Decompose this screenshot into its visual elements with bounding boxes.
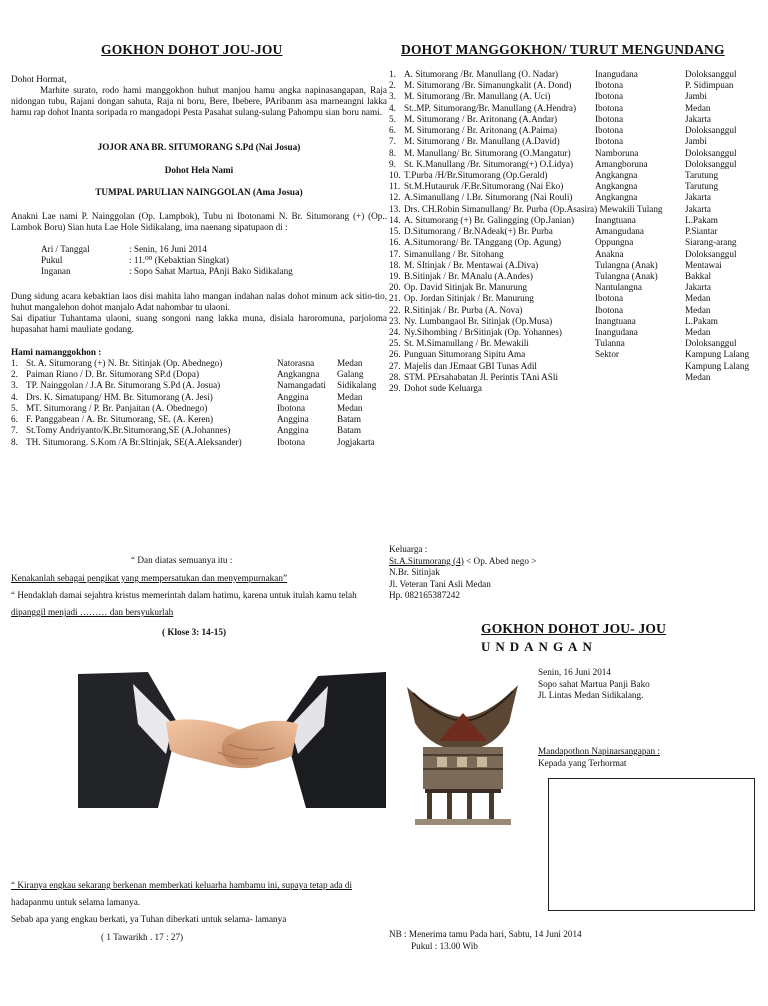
invitee-name: M. Manullang/ Br. Situmorang (O.Mangatur) <box>404 147 571 158</box>
invitee-no: 24. <box>389 327 401 338</box>
host-name: St.Tomy Andriyanto/K.Br.Situmorang,SE (A.Johannes) <box>26 425 231 436</box>
invitee-city: Medan <box>685 327 711 338</box>
verse2-line3: Sebab apa yang engkau berkati, ya Tuhan diberkati untuk selama- lamanya <box>11 914 287 924</box>
invitee-row <box>389 260 767 271</box>
invitee-row <box>389 226 767 237</box>
invitee-no: 7. <box>389 136 396 147</box>
invitee-rel: Angkangna <box>595 192 638 203</box>
handshake-image <box>78 664 386 808</box>
invitee-row <box>389 215 767 226</box>
verse1-line1: “ Dan diatas semuanya itu : <box>131 555 233 565</box>
invitee-city: Jambi <box>685 91 707 102</box>
invitee-city: Doloksanggul <box>685 338 737 349</box>
invitee-no: 26. <box>389 349 401 360</box>
keluarga-name-suffix: < Op. Abed nego > <box>463 555 537 566</box>
invitee-name: A. Situmorang /Br. Manullang (O. Nadar) <box>404 69 559 79</box>
invitee-rel: Ibotona <box>595 102 624 113</box>
invitee-rel: Oppungna <box>595 237 634 248</box>
schedule-row <box>41 244 381 255</box>
invitee-row <box>389 237 767 248</box>
invitee-city: Bakkal <box>685 270 712 281</box>
host-rel: Namangadati <box>277 380 326 391</box>
invitee-city: Kampung Lalang <box>685 360 750 371</box>
host-rel: Ibotona <box>277 436 306 447</box>
host-city: Medan <box>337 391 363 402</box>
host-rel: Anggina <box>277 391 309 402</box>
invitee-no: 13. <box>389 203 401 214</box>
keluarga-label: Keluarga : <box>389 544 428 554</box>
mandapothon-label: Mandapothon Napinarsangapan : <box>538 746 660 756</box>
invitee-name: STM. PErsahabatan Jl. Perintis TAni ASli <box>404 371 559 382</box>
invitee-city: P. Sidimpuan <box>685 80 734 91</box>
invitee-city: Medan <box>685 304 711 315</box>
invitee-row <box>389 316 767 327</box>
invitee-row <box>389 383 767 394</box>
verse1-line4: dipanggil menjadi ……… dan bersyukurlah <box>11 607 174 617</box>
invitee-city: Doloksanggul <box>685 147 737 158</box>
invitee-name: St. M.Simanullang / Br. Mewakili <box>404 338 529 349</box>
invitee-rel: Amangboruna <box>595 158 648 169</box>
invitee-name: Op. Jordan Sitinjak / Br. Manurung <box>404 293 534 304</box>
invitee-no: 23. <box>389 315 401 326</box>
invitee-name: M. Situmorang / Br. Aritonang (A.Andar) <box>404 113 558 124</box>
verse2-line2: hadapanmu untuk selama lamanya. <box>11 897 141 907</box>
right-title: DOHOT MANGGOKHON/ TURUT MENGUNDANG <box>401 42 725 57</box>
host-row <box>11 358 391 369</box>
invitee-rel: Sektor <box>595 349 619 360</box>
invitee-no: 9. <box>389 158 396 169</box>
invitee-name: Simanullang / Br. Sitohang <box>404 248 504 259</box>
keluarga-name-line <box>389 556 536 568</box>
host-no: 1. <box>11 358 18 368</box>
host-name: MT. Situmorang / P. Br. Panjaitan (A. Obednego) <box>26 402 208 413</box>
host-city: Medan <box>337 402 363 413</box>
invitee-rel: Ibotona <box>595 125 624 136</box>
host-name: TP. Nainggolan / J.A Br. Situmorang S.Pd (A. Josua) <box>26 380 221 391</box>
invitee-rel: Tulanna <box>595 338 625 349</box>
invitee-name: St.M.Hutauruk /F.Br.Situmorang (Nai Eko) <box>404 181 564 192</box>
schedule-row <box>41 255 381 266</box>
invitee-rel: Tulangna (Anak) <box>595 259 658 270</box>
invitee-row <box>389 282 767 293</box>
host-no: 7. <box>11 425 18 436</box>
invitee-rel: Nantulangna <box>595 282 642 293</box>
invitee-row <box>389 192 767 203</box>
invitee-no: 29. <box>389 383 401 394</box>
hosts-title: Hami namanggokhon : <box>11 347 102 357</box>
host-city: Batam <box>337 414 361 425</box>
invitee-city <box>685 383 765 394</box>
hosts-list <box>11 358 391 448</box>
invitee-rel: Inangudana <box>595 69 638 79</box>
invitee-name: Majelis dan JEmaat GBI Tunas Adil <box>404 360 537 371</box>
invitee-city: Mentawai <box>685 259 722 270</box>
invitee-rel: Angkangna <box>595 169 638 180</box>
invitee-name: St. K.Manullang /Br. Situmorang(+) O.Lidya) <box>404 158 574 169</box>
host-rel: Anggina <box>277 425 309 436</box>
keluarga-spouse: N.Br. Sitinjak <box>389 567 440 577</box>
invitee-no: 16. <box>389 237 401 248</box>
invitee-row <box>389 338 767 349</box>
invitee-no: 27. <box>389 360 401 371</box>
cover-place-1: Sopo sahat Martua Panji Bako <box>538 678 650 689</box>
cover-place-2: Jl. Lintas Medan Sidikalang. <box>538 690 644 700</box>
host-row <box>11 369 391 380</box>
host-row <box>11 437 391 448</box>
invitee-name: Op. David Sitinjak Br. Manurung <box>404 282 528 293</box>
invitee-city: Doloksanggul <box>685 125 737 136</box>
invitee-no: 4. <box>389 102 396 113</box>
invitee-name: M. Situmorang / Br. Manullang (A.David) <box>404 136 560 147</box>
invitee-no: 20. <box>389 282 401 293</box>
invitee-city: Tarutung <box>685 169 719 180</box>
invitee-rel: Tulangna (Anak) <box>595 270 658 281</box>
schedule <box>41 244 381 278</box>
invitee-row <box>389 159 767 170</box>
invitee-row <box>389 204 767 215</box>
invitee-row <box>389 361 767 372</box>
invitee-rel: Ibotona <box>595 80 624 91</box>
invitee-name: B.Sitinjak / Br. MAnalu (A.Andes) <box>404 270 533 281</box>
invitee-rel <box>595 383 685 394</box>
invitee-rel <box>595 361 685 372</box>
hela-label: Dohot Hela Nami <box>164 165 234 175</box>
host-row <box>11 392 391 403</box>
invitee-rel: Ibotona <box>595 136 624 147</box>
verse1-reference: ( Klose 3: 14-15) <box>162 627 227 637</box>
invitee-name: A.Simanullang / I.Br. Situmorang (Nai Rouli) <box>404 192 573 203</box>
invitee-row <box>389 327 767 338</box>
intro-paragraph: Marhite surato, rodo hami manggokhon huhut manjou hamu angka napinasangapan, Raja nidongan tubu, Rajani dongan sahuta, Raja ni boru, Bere, Ibebere, PAribanm asa marneangni lakka hamu rap dohot Inanta soripada ro mangadopi Pesta Pasahat sulang-sulang Pahompu sian boru nami. <box>11 85 387 118</box>
host-no: 2. <box>11 369 18 380</box>
cover-date: Senin, 16 Juni 2014 <box>538 667 611 677</box>
host-city: Medan <box>337 358 363 368</box>
invitee-name: Drs. CH.Robin Simanullang/ Br. Purba (Op.Asasira) Mewakili Tulang <box>404 203 663 214</box>
host-no: 5. <box>11 402 18 413</box>
invitee-row <box>389 114 767 125</box>
invitee-name: M. SItinjak / Br. Mentawai (A.Diva) <box>404 259 539 270</box>
invitee-row <box>389 271 767 282</box>
schedule-value: : 11.⁰⁰ (Kebaktian Singkat) <box>129 255 229 266</box>
host-rel: Ibotona <box>277 402 306 413</box>
invitee-rel: Ibotona <box>595 304 624 315</box>
invitee-row <box>389 103 767 114</box>
invitee-row <box>389 80 767 91</box>
invitee-name: Ny. Lumbangaol Br. Sitinjak (Op.Musa) <box>404 315 553 326</box>
bride-name: JOJOR ANA BR. SITUMORANG S.Pd (Nai Josua) <box>97 142 301 152</box>
invitee-no: 12. <box>389 192 401 203</box>
invitee-rel: Ibotona <box>595 113 624 124</box>
kepada-label: Kepada yang Terhormat <box>538 758 627 768</box>
host-row <box>11 425 391 436</box>
invitee-rel: Inangudana <box>595 327 638 338</box>
host-name: St. A. Situmorang (+) N. Br. Sitinjak (Op. Abednego) <box>26 358 223 368</box>
cover-subtitle: UNDANGAN <box>481 639 597 654</box>
invitee-city: Jakarta <box>685 203 712 214</box>
invitee-no: 6. <box>389 125 396 136</box>
invitee-no: 5. <box>389 113 396 124</box>
host-rel: Anggina <box>277 414 309 425</box>
invitee-no: 3. <box>389 91 396 102</box>
host-name: TH. Situmorang. S.Kom /A Br.SItinjak, SE(A.Aleksander) <box>26 436 242 447</box>
host-name: Drs. K. Simatupang/ HM. Br. Situmorang (A. Jesi) <box>26 391 213 402</box>
invitee-no: 17. <box>389 248 401 259</box>
cover-title: GOKHON DOHOT JOU- JOU <box>481 621 667 636</box>
invitee-row <box>389 125 767 136</box>
verse2-line1: “ Kiranya engkau sekarang berkenan memberkati keluarha hambamu ini, supaya tetap ada di <box>11 880 353 890</box>
sai-paragraph: Sai dipatiur Tuhantama ulaoni, suang songoni nang lakka muna, disiala haroromuna, parjoloma hupasahat hami mauliate godang. <box>11 313 387 335</box>
schedule-row <box>41 266 381 277</box>
left-title: GOKHON DOHOT JOU-JOU <box>101 42 283 57</box>
host-rel: Natorasna <box>277 358 315 368</box>
invitee-rel: Inangtuana <box>595 315 636 326</box>
invitee-row <box>389 170 767 181</box>
invitee-row <box>389 249 767 260</box>
invitee-city: Medan <box>685 293 711 304</box>
invitee-name: Ny.Sihombing / BrSitinjak (Op. Yohannes) <box>404 327 562 338</box>
invitee-name: D.Situmorang / Br.NAdeak(+) Br. Purba <box>404 226 553 237</box>
invitee-no: 28. <box>389 371 401 382</box>
cover-details <box>538 667 650 702</box>
invitee-no: 15. <box>389 226 401 237</box>
invitee-city: Jakarta <box>685 113 712 124</box>
host-no: 4. <box>11 391 18 402</box>
invitee-city: L.Pakam <box>685 214 718 225</box>
invitee-no: 1. <box>389 69 396 79</box>
invitee-rel: Angkangna <box>595 181 638 192</box>
invitee-no: 8. <box>389 147 396 158</box>
schedule-label: Pukul <box>41 255 63 266</box>
invitee-city: Tarutung <box>685 181 719 192</box>
host-name: F. Panggabean / A. Br. Situmorang, SE. (A. Keren) <box>26 414 214 425</box>
greeting: Dohot Hormat, <box>11 74 67 84</box>
invitee-no: 25. <box>389 338 401 349</box>
host-name: Paiman Riano / D. Br. Situmorang SP.d (Dopa) <box>26 369 200 380</box>
invitee-city: Doloksanggul <box>685 69 737 79</box>
invitee-row <box>389 69 767 80</box>
invitee-name: A.Situmorang/ Br. TAnggang (Op. Agung) <box>404 237 562 248</box>
invitee-name: Dohot sude Keluarga <box>404 383 482 394</box>
invitee-name: St..MP. Situmorang/Br. Manullang (A.Hendra) <box>404 102 576 113</box>
invitee-name: Punguan Situmorang Sipitu Ama <box>404 349 526 360</box>
schedule-value: : Senin, 16 Juni 2014 <box>129 244 207 254</box>
family-contact <box>389 544 536 602</box>
invitee-rel: Namboruna <box>595 147 639 158</box>
invitee-rel: Anakna <box>595 248 624 259</box>
verse2-reference: ( 1 Tawarikh . 17 : 27) <box>101 932 184 942</box>
invitee-row <box>389 349 767 360</box>
invitee-city: Kampung Lalang <box>685 349 750 360</box>
invitee-rel: Inangtuana <box>595 214 636 225</box>
host-city: Batam <box>337 425 361 436</box>
keluarga-phone: Hp. 082165387242 <box>389 590 460 600</box>
verse1-line2: Kenakanlah sebagai pengikat yang mempersatukan dan menyempurnakan” <box>11 573 288 583</box>
invitee-rel: Amangudana <box>595 226 644 237</box>
invitee-list <box>389 69 767 394</box>
invitee-rel: Ibotona <box>595 293 624 304</box>
verse1-line3: “ Hendaklah damai sejahtra kristus memerintah dalam hatimu, karena untuk itulah kamu telah <box>11 590 357 600</box>
invitee-row <box>389 91 767 102</box>
host-no: 8. <box>11 436 18 447</box>
invitee-city: Jakarta <box>685 192 712 203</box>
nb-note <box>389 929 582 952</box>
invitee-rel <box>595 372 685 383</box>
anakni-paragraph: Anakni Lae nami P. Nainggolan (Op. Lampbok), Tubu ni Ibotonami N. Br. Situmorang (+) (Op.. Lambok Boru) Sian huta Lae Hole Sidikalang, ima naenang sipatupaon di : <box>11 211 387 233</box>
schedule-value: : Sopo Sahat Martua, PAnji Bako Sidikalang <box>129 266 293 277</box>
invitee-rel: Ibotona <box>595 91 624 102</box>
invitee-city: Medan <box>685 371 711 382</box>
groom-name: TUMPAL PARULIAN NAINGGOLAN (Ama Josua) <box>95 187 303 197</box>
invitee-city: Doloksanggul <box>685 158 737 169</box>
invitee-no: 10. <box>389 169 401 180</box>
invitee-row <box>389 305 767 316</box>
invitee-city: Medan <box>685 102 711 113</box>
invitee-row <box>389 372 767 383</box>
host-rel: Angkangna <box>277 369 320 380</box>
batak-house-image <box>405 683 520 833</box>
invitee-city: P.Siantar <box>685 226 718 237</box>
dung-paragraph: Dung sidung acara kebaktian laos disi mahita laho mangan indahan nalas dohot minum ack sitio-tio, huhut mangalehon dohot manjalo Adat nahombar tu ulaoni. <box>11 291 387 313</box>
invitee-city: Siarang-arang <box>685 237 737 248</box>
invitee-name: R.Sitinjak / Br. Purba (A. Nova) <box>404 304 523 315</box>
invitee-row <box>389 136 767 147</box>
schedule-label: Inganan <box>41 266 71 277</box>
invitee-row <box>389 181 767 192</box>
invitee-city: Jambi <box>685 136 707 147</box>
host-city: Galang <box>337 369 364 380</box>
keluarga-name: St.A.Situmorang (4) <box>389 555 464 566</box>
invitee-name: T.Purba /H/Br.Situmorang (Op.Gerald) <box>404 169 548 180</box>
nb-line-2: Pukul : 13.00 Wib <box>411 940 478 951</box>
recipient-address-box <box>548 778 755 911</box>
nb-line-1: NB : Menerima tamu Pada hari, Sabtu, 14 Juni 2014 <box>389 929 582 939</box>
invitee-city: Jakarta <box>685 282 712 293</box>
keluarga-address: Jl. Veteran Tani Asli Medan <box>389 578 491 589</box>
host-no: 3. <box>11 380 18 391</box>
host-no: 6. <box>11 414 18 425</box>
host-row <box>11 403 391 414</box>
invitee-no: 22. <box>389 304 401 315</box>
invitee-row <box>389 293 767 304</box>
invitee-name: M. Situmorang / Br. Aritonang (A.Paima) <box>404 125 558 136</box>
invitee-no: 11. <box>389 181 401 192</box>
invitee-city: L.Pakam <box>685 315 718 326</box>
invitee-city: Doloksanggul <box>685 248 737 259</box>
invitee-name: A. Situmorang (+) Br. Galingging (Op.Janian) <box>404 214 575 225</box>
schedule-label: Ari / Tanggal <box>41 244 90 254</box>
invitee-row <box>389 148 767 159</box>
host-city: Jogjakarta <box>337 436 375 447</box>
host-row <box>11 414 391 425</box>
invitee-name: M. Situmorang /Br. Manullang (A. Uci) <box>404 91 551 102</box>
invitee-name: M. Situmorang /Br. Simanungkalit (A. Dond) <box>404 80 572 91</box>
invitee-no: 18. <box>389 259 401 270</box>
invitee-no: 2. <box>389 80 396 91</box>
invitee-no: 14. <box>389 214 401 225</box>
invitee-no: 21. <box>389 293 401 304</box>
host-row <box>11 380 391 391</box>
invitee-no: 19. <box>389 270 401 281</box>
host-city: Sidikalang <box>337 380 377 391</box>
